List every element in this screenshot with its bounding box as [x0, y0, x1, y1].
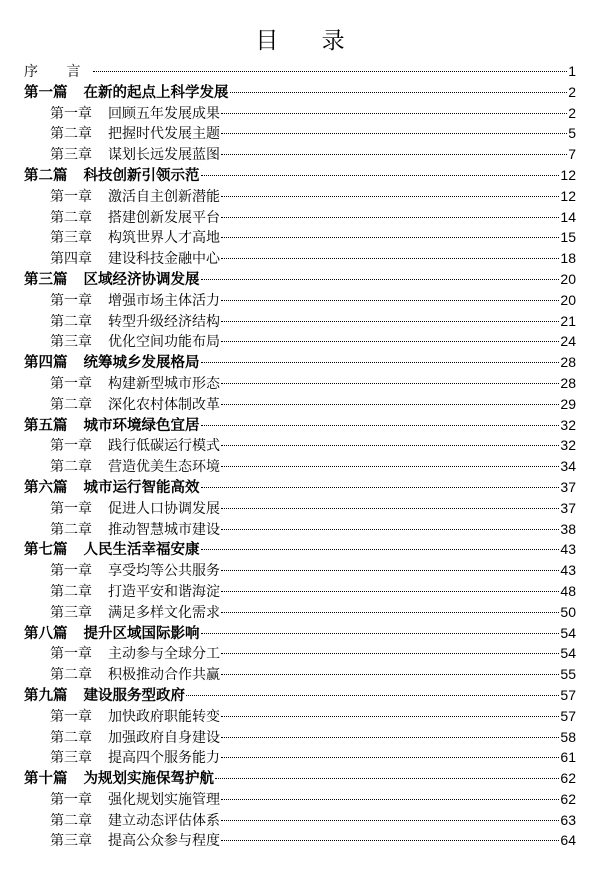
toc-entry-number: 第四章 [50, 251, 92, 268]
toc-entry-page: 54 [560, 624, 576, 641]
toc-entry-page: 18 [560, 250, 576, 267]
toc-entry-number: 序 言 [24, 64, 93, 80]
toc-entry-number: 第一章 [50, 500, 92, 517]
toc-entry-chapter[interactable] [24, 207, 576, 228]
toc-entry-part[interactable] [24, 165, 576, 186]
toc-entry-number: 第七篇 [24, 542, 68, 559]
toc-entry-number: 第五篇 [24, 417, 68, 434]
dot-leader [201, 425, 560, 426]
toc-entry-number: 第一篇 [24, 84, 68, 101]
dot-leader [221, 591, 559, 592]
toc-entry-part[interactable] [24, 477, 576, 498]
toc-entry-page: 55 [560, 666, 576, 683]
toc-entry-page: 34 [560, 458, 576, 475]
toc-entry-title: 促进人口协调发展 [108, 500, 220, 517]
toc-entry-title: 优化空间功能布局 [108, 334, 220, 351]
toc-entry-page: 61 [560, 749, 576, 766]
toc-entry-number: 第八篇 [24, 625, 68, 642]
toc-entry-page: 2 [568, 83, 576, 100]
toc-entry-title: 把握时代发展主题 [108, 126, 220, 143]
toc-entry-preface[interactable] [24, 61, 576, 82]
toc-entry-number: 第二章 [50, 313, 92, 330]
toc-entry-page: 54 [560, 645, 576, 662]
toc-entry-number: 第一章 [50, 646, 92, 663]
toc-entry-number: 第二章 [50, 396, 92, 413]
toc-entry-title: 构筑世界人才高地 [108, 230, 220, 247]
toc-entry-part[interactable] [24, 269, 576, 290]
toc-entry-title: 推动智慧城市建设 [108, 521, 220, 538]
toc-entry-title: 打造平安和谐海淀 [108, 583, 220, 600]
dot-leader [221, 321, 559, 322]
toc-entry-chapter[interactable] [24, 830, 576, 851]
toc-entry-title: 积极推动合作共赢 [108, 667, 220, 684]
toc-entry-title: 转型升级经济结构 [108, 313, 220, 330]
toc-entry-number: 第二章 [50, 667, 92, 684]
toc-entry-chapter[interactable] [24, 727, 576, 748]
toc-entry-title: 为规划实施保驾护航 [83, 771, 214, 788]
toc-entry-page: 38 [560, 520, 576, 537]
toc-entry-page: 57 [560, 686, 576, 703]
toc-entry-number: 第二章 [50, 126, 92, 143]
toc-entry-title: 提高公众参与程度 [108, 833, 220, 850]
toc-entry-page: 14 [560, 208, 576, 225]
dot-leader [221, 737, 559, 738]
toc-entry-number: 第三章 [50, 833, 92, 850]
toc-entry-title: 建设服务型政府 [83, 687, 185, 704]
dot-leader [221, 258, 559, 259]
toc-entry-chapter[interactable] [24, 248, 576, 269]
dot-leader [215, 778, 559, 779]
toc-entry-page: 64 [560, 832, 576, 849]
dot-leader [221, 674, 559, 675]
toc-entry-chapter[interactable] [24, 311, 576, 332]
dot-leader [221, 133, 567, 134]
toc-entry-chapter[interactable] [24, 394, 576, 415]
toc-entry-page: 57 [560, 707, 576, 724]
toc-title: 目 录 [255, 28, 363, 54]
toc-entry-number: 第一章 [50, 188, 92, 205]
table-of-contents [24, 61, 576, 851]
toc-entry-chapter[interactable] [24, 643, 576, 664]
toc-entry-page: 24 [560, 333, 576, 350]
dot-leader [221, 445, 559, 446]
toc-entry-page: 12 [560, 187, 576, 204]
toc-entry-chapter[interactable] [24, 186, 576, 207]
toc-entry-number: 第二章 [50, 583, 92, 600]
toc-entry-chapter[interactable] [24, 103, 576, 124]
toc-entry-number: 第三章 [50, 334, 92, 351]
dot-leader [221, 840, 559, 841]
toc-entry-part[interactable] [24, 539, 576, 560]
toc-entry-page: 7 [568, 146, 576, 163]
dot-leader [230, 92, 568, 93]
toc-entry-title: 建立动态评估体系 [108, 812, 220, 829]
toc-entry-title: 激活自主创新潜能 [108, 188, 220, 205]
toc-entry-title: 营造优美生态环境 [108, 459, 220, 476]
toc-entry-title: 增强市场主体活力 [108, 292, 220, 309]
toc-entry-page: 20 [560, 270, 576, 287]
dot-leader [221, 529, 559, 530]
toc-entry-page: 62 [560, 770, 576, 787]
toc-entry-title: 提高四个服务能力 [108, 750, 220, 767]
toc-entry-title: 城市运行智能高效 [83, 479, 200, 496]
toc-entry-number: 第一章 [50, 791, 92, 808]
toc-entry-number: 第六篇 [24, 479, 68, 496]
dot-leader [201, 633, 560, 634]
toc-entry-page: 50 [560, 603, 576, 620]
dot-leader [221, 341, 559, 342]
toc-entry-title: 享受均等公共服务 [108, 563, 220, 580]
toc-entry-title: 主动参与全球分工 [108, 646, 220, 663]
toc-entry-page: 37 [560, 478, 576, 495]
toc-entry-page: 58 [560, 728, 576, 745]
dot-leader [221, 757, 559, 758]
toc-entry-title: 区域经济协调发展 [83, 271, 200, 288]
toc-entry-part[interactable] [24, 623, 576, 644]
toc-entry-chapter[interactable] [24, 747, 576, 768]
toc-entry-number: 第四篇 [24, 355, 68, 372]
toc-entry-number: 第三章 [50, 147, 92, 164]
dot-leader [221, 653, 559, 654]
toc-entry-number: 第二篇 [24, 167, 68, 184]
toc-entry-chapter[interactable] [24, 373, 576, 394]
dot-leader [201, 362, 560, 363]
dot-leader [201, 487, 560, 488]
dot-leader [201, 279, 560, 280]
toc-entry-chapter[interactable] [24, 123, 576, 144]
toc-entry-part[interactable] [24, 768, 576, 789]
dot-leader [186, 695, 559, 696]
toc-entry-number: 第三章 [50, 604, 92, 621]
toc-entry-number: 第一章 [50, 563, 92, 580]
toc-entry-chapter[interactable] [24, 602, 576, 623]
toc-entry-title: 深化农村体制改革 [108, 396, 220, 413]
toc-entry-number: 第三章 [50, 750, 92, 767]
toc-entry-number: 第二章 [50, 209, 92, 226]
dot-leader [221, 799, 559, 800]
dot-leader [221, 300, 559, 301]
toc-entry-number: 第九篇 [24, 687, 68, 704]
toc-entry-number: 第一章 [50, 292, 92, 309]
toc-entry-part[interactable] [24, 415, 576, 436]
toc-entry-title: 构建新型城市形态 [108, 375, 220, 392]
toc-entry-page: 20 [560, 291, 576, 308]
toc-entry-chapter[interactable] [24, 227, 576, 248]
toc-entry-page: 12 [560, 166, 576, 183]
dot-leader [221, 217, 559, 218]
toc-entry-title: 搭建创新发展平台 [108, 209, 220, 226]
dot-leader [221, 570, 559, 571]
toc-entry-number: 第二章 [50, 729, 92, 746]
toc-entry-title: 统筹城乡发展格局 [83, 355, 200, 372]
toc-entry-title: 加快政府职能转变 [108, 708, 220, 725]
dot-leader [221, 716, 559, 717]
toc-entry-number: 第二章 [50, 812, 92, 829]
dot-leader [201, 549, 560, 550]
dot-leader [93, 71, 567, 72]
toc-entry-number: 第一章 [50, 375, 92, 392]
toc-entry-page: 28 [560, 354, 576, 371]
toc-entry-number: 第一章 [50, 438, 92, 455]
toc-entry-chapter[interactable] [24, 560, 576, 581]
toc-entry-number: 第一章 [50, 105, 92, 122]
toc-entry-page: 15 [560, 229, 576, 246]
toc-entry-number: 第二章 [50, 521, 92, 538]
toc-entry-page: 29 [560, 395, 576, 412]
dot-leader [221, 508, 559, 509]
dot-leader [221, 237, 559, 238]
toc-entry-page: 37 [560, 499, 576, 516]
toc-entry-number: 第三章 [50, 230, 92, 247]
toc-entry-chapter[interactable] [24, 581, 576, 602]
toc-entry-chapter[interactable] [24, 706, 576, 727]
toc-entry-title: 在新的起点上科学发展 [83, 84, 229, 101]
toc-entry-page: 62 [560, 790, 576, 807]
toc-entry-part[interactable] [24, 685, 576, 706]
toc-entry-chapter[interactable] [24, 144, 576, 165]
dot-leader [221, 383, 559, 384]
toc-entry-page: 48 [560, 582, 576, 599]
dot-leader [221, 404, 559, 405]
toc-entry-chapter[interactable] [24, 664, 576, 685]
toc-entry-chapter[interactable] [24, 331, 576, 352]
toc-entry-title: 建设科技金融中心 [108, 251, 220, 268]
toc-entry-page: 32 [560, 416, 576, 433]
dot-leader [221, 113, 567, 114]
toc-entry-chapter[interactable] [24, 810, 576, 831]
toc-entry-chapter[interactable] [24, 789, 576, 810]
dot-leader [221, 154, 567, 155]
toc-entry-chapter[interactable] [24, 435, 576, 456]
dot-leader [201, 175, 560, 176]
dot-leader [221, 820, 559, 821]
toc-entry-page: 2 [568, 104, 576, 121]
toc-entry-title: 践行低碳运行模式 [108, 438, 220, 455]
toc-entry-page: 43 [560, 541, 576, 558]
toc-entry-page: 5 [568, 125, 576, 142]
toc-entry-number: 第三篇 [24, 271, 68, 288]
toc-entry-page: 32 [560, 437, 576, 454]
dot-leader [221, 196, 559, 197]
toc-entry-part[interactable] [24, 352, 576, 373]
toc-entry-page: 63 [560, 811, 576, 828]
dot-leader [221, 466, 559, 467]
toc-entry-page: 43 [560, 562, 576, 579]
toc-entry-part[interactable] [24, 82, 576, 103]
toc-entry-chapter[interactable] [24, 498, 576, 519]
toc-entry-page: 28 [560, 374, 576, 391]
toc-entry-title: 谋划长远发展蓝图 [108, 147, 220, 164]
toc-entry-number: 第二章 [50, 459, 92, 476]
toc-entry-title: 提升区域国际影响 [83, 625, 200, 642]
toc-entry-title: 加强政府自身建设 [108, 729, 220, 746]
toc-entry-title: 城市环境绿色宜居 [83, 417, 200, 434]
toc-entry-title: 回顾五年发展成果 [108, 105, 220, 122]
toc-entry-chapter[interactable] [24, 456, 576, 477]
toc-entry-title: 满足多样文化需求 [108, 604, 220, 621]
toc-entry-number: 第十篇 [24, 771, 68, 788]
toc-entry-number: 第一章 [50, 708, 92, 725]
toc-entry-title: 人民生活幸福安康 [83, 542, 200, 559]
toc-entry-chapter[interactable] [24, 519, 576, 540]
dot-leader [221, 612, 559, 613]
toc-entry-page: 1 [568, 63, 576, 79]
toc-entry-title: 强化规划实施管理 [108, 791, 220, 808]
toc-entry-page: 21 [560, 312, 576, 329]
toc-entry-title: 科技创新引领示范 [83, 167, 200, 184]
toc-entry-chapter[interactable] [24, 290, 576, 311]
